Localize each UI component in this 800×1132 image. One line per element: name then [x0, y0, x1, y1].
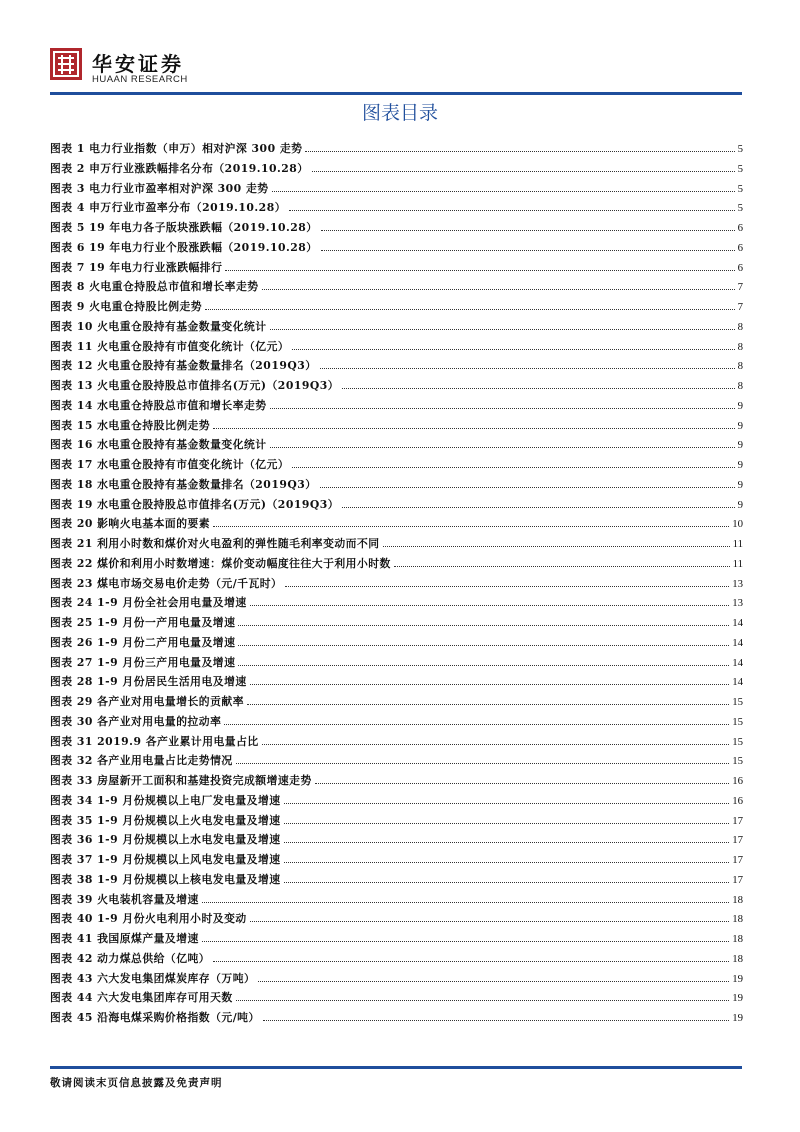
toc-entry[interactable] — [50, 319, 743, 339]
toc-entry-label: 图表 28 1-9 月份居民生活用电及增速 — [50, 675, 247, 689]
toc-entry-page: 15 — [732, 715, 743, 728]
toc-entry[interactable] — [50, 457, 743, 477]
toc-entry-label: 图表 13 火电重仓股持股总市值排名(万元)（2019Q3） — [50, 379, 340, 392]
toc-entry[interactable] — [50, 437, 743, 457]
toc-entry[interactable] — [50, 872, 743, 892]
toc-entry-label: 图表 7 19 年电力行业涨跌幅排行 — [50, 260, 223, 274]
toc-entry-leader — [394, 565, 730, 567]
toc-entry-page: 11 — [732, 538, 743, 550]
toc-entry-label: 图表 40 1-9 月份火电利用小时及变动 — [50, 912, 247, 926]
toc-entry-leader — [284, 881, 730, 883]
toc-entry-page: 9 — [737, 419, 743, 432]
toc-entry-leader — [250, 683, 730, 685]
toc-entry-leader — [236, 999, 730, 1001]
toc-entry-page: 14 — [732, 617, 743, 629]
toc-entry-page: 10 — [732, 518, 743, 531]
toc-entry-label: 图表 17 水电重仓股持有市值变化统计（亿元） — [50, 458, 290, 471]
footer-divider — [50, 1066, 742, 1069]
toc-entry-label: 图表 35 1-9 月份规模以上火电发电量及增速 — [50, 813, 281, 827]
toc-entry-label: 图表 9 火电重仓持股比例走势 — [50, 300, 203, 313]
toc-entry-label: 图表 19 水电重仓股持股总市值排名(万元)（2019Q3） — [50, 497, 340, 511]
toc-entry-label: 图表 38 1-9 月份规模以上核电发电量及增速 — [50, 872, 281, 886]
toc-entry-label: 图表 36 1-9 月份规模以上水电发电量及增速 — [50, 833, 281, 847]
toc-entry-label: 图表 39 火电装机容量及增速 — [50, 892, 199, 906]
toc-entry[interactable] — [50, 615, 743, 635]
toc-entry-page: 8 — [737, 360, 743, 373]
toc-entry-label: 图表 29 各产业对用电量增长的贡献率 — [50, 695, 244, 708]
toc-entry-label: 图表 45 沿海电煤采购价格指数（元/吨） — [50, 1011, 260, 1024]
toc-entry[interactable] — [50, 556, 743, 576]
toc-entry-label: 图表 42 动力煤总供给（亿吨） — [50, 951, 211, 965]
huaan-logo-icon — [50, 48, 82, 80]
toc-entry-leader — [205, 308, 735, 310]
toc-entry-page: 6 — [737, 261, 743, 274]
toc-entry-page: 8 — [737, 380, 743, 392]
toc-entry-label: 图表 24 1-9 月份全社会用电量及增速 — [50, 596, 247, 610]
toc-entry-leader — [250, 604, 730, 606]
toc-entry[interactable] — [50, 339, 743, 359]
toc-entry-page: 17 — [732, 834, 743, 847]
toc-entry-page: 9 — [737, 478, 743, 491]
toc-entry-leader — [284, 841, 730, 843]
header-divider — [50, 92, 742, 95]
toc-entry-label: 图表 31 2019.9 各产业累计用电量占比 — [50, 734, 259, 748]
toc-entry-page: 19 — [732, 972, 743, 985]
toc-entry-leader — [262, 288, 735, 290]
toc-entry-leader — [284, 802, 730, 804]
toc-entry-leader — [270, 407, 735, 409]
toc-entry[interactable] — [50, 813, 743, 833]
toc-entry-leader — [285, 585, 729, 587]
toc-entry-leader — [272, 190, 735, 192]
toc-entry[interactable] — [50, 358, 743, 378]
toc-entry-label: 图表 27 1-9 月份三产用电量及增速 — [50, 655, 236, 669]
toc-entry-page: 17 — [732, 854, 743, 866]
toc-entry[interactable] — [50, 200, 743, 220]
toc-entry[interactable] — [50, 892, 743, 912]
toc-entry-page: 15 — [732, 696, 743, 708]
toc-entry[interactable] — [50, 477, 743, 497]
toc-entry-page: 8 — [737, 340, 743, 353]
toc-entry-leader — [202, 940, 729, 942]
toc-entry-page: 6 — [737, 241, 743, 254]
toc-entry[interactable] — [50, 536, 743, 556]
toc-entry[interactable] — [50, 240, 743, 260]
toc-entry-label: 图表 20 影响火电基本面的要素 — [50, 517, 211, 531]
page-title: 图表目录 — [361, 102, 438, 124]
toc-entry-page: 7 — [737, 281, 743, 294]
toc-entry-page: 18 — [732, 913, 743, 926]
toc-entry-leader — [342, 387, 735, 389]
toc-entry[interactable] — [50, 299, 743, 319]
toc-entry[interactable] — [50, 911, 743, 931]
brand-name-cn: 华安证券 — [92, 52, 184, 76]
toc-entry-page: 15 — [732, 735, 743, 748]
toc-entry-page: 5 — [737, 143, 743, 155]
toc-entry-leader — [258, 980, 729, 982]
toc-entry-label: 图表 21 利用小时数和煤价对火电盈利的弹性随毛利率变动而不同 — [50, 537, 380, 550]
toc-entry-leader — [225, 269, 734, 271]
toc-entry-leader — [321, 229, 735, 231]
toc-entry-page: 14 — [732, 636, 743, 649]
toc-entry-label: 图表 4 申万行业市盈率分布（2019.10.28） — [50, 201, 287, 215]
toc-entry-page: 8 — [737, 320, 743, 333]
toc-entry-label: 图表 11 火电重仓股持有市值变化统计（亿元） — [50, 339, 290, 353]
toc-entry[interactable] — [50, 181, 743, 201]
toc-entry-leader — [342, 506, 735, 508]
toc-entry-page: 16 — [732, 794, 743, 807]
toc-entry[interactable] — [50, 734, 743, 754]
toc-entry-label: 图表 12 火电重仓股持有基金数量排名（2019Q3） — [50, 359, 317, 373]
toc-entry-label: 图表 41 我国原煤产量及增速 — [50, 932, 199, 945]
toc-entry-page: 16 — [732, 775, 743, 787]
toc-entry[interactable] — [50, 971, 743, 991]
toc-entry[interactable] — [50, 793, 743, 813]
toc-entry-label: 图表 3 电力行业市盈率相对沪深 300 走势 — [50, 181, 269, 195]
toc-entry-page: 6 — [737, 222, 743, 234]
toc-entry[interactable] — [50, 832, 743, 852]
toc-entry[interactable] — [50, 931, 743, 951]
toc-entry-leader — [263, 1019, 729, 1021]
toc-entry[interactable] — [50, 674, 743, 694]
toc-entry-label: 图表 25 1-9 月份一产用电量及增速 — [50, 616, 236, 629]
toc-entry[interactable] — [50, 951, 743, 971]
brand-name-en: HUAAN RESEARCH — [92, 74, 188, 85]
toc-entry[interactable] — [50, 655, 743, 675]
toc-entry-label: 图表 30 各产业对用电量的拉动率 — [50, 714, 222, 728]
toc-entry[interactable] — [50, 635, 743, 655]
toc-entry[interactable] — [50, 378, 743, 398]
toc-entry-leader — [315, 782, 729, 784]
toc-entry-leader — [224, 723, 729, 725]
toc-entry-label: 图表 43 六大发电集团煤炭库存（万吨） — [50, 971, 256, 985]
toc-entry[interactable] — [50, 773, 743, 793]
toc-entry-page: 17 — [732, 873, 743, 886]
toc-entry-page: 7 — [737, 301, 743, 313]
toc-entry[interactable] — [50, 694, 743, 714]
toc-entry-leader — [262, 743, 730, 745]
toc-entry[interactable] — [50, 161, 743, 181]
toc-entry-page: 5 — [737, 162, 743, 175]
toc-entry-leader — [213, 427, 734, 429]
footer-disclaimer: 敬请阅读末页信息披露及免责声明 — [50, 1077, 223, 1089]
toc-entry-leader — [202, 901, 729, 903]
toc-entry-leader — [305, 150, 734, 152]
toc-entry-label: 图表 8 火电重仓持股总市值和增长率走势 — [50, 280, 259, 294]
toc-entry-leader — [320, 486, 735, 488]
toc-entry-leader — [284, 861, 730, 863]
toc-entry-leader — [292, 348, 734, 350]
toc-entry-label: 图表 37 1-9 月份规模以上风电发电量及增速 — [50, 853, 281, 866]
toc-entry-label: 图表 1 电力行业指数（申万）相对沪深 300 走势 — [50, 142, 303, 155]
toc-entry-label: 图表 22 煤价和利用小时数增速：煤价变动幅度往往大于利用小时数 — [50, 556, 391, 570]
toc-entry-leader — [284, 822, 730, 824]
toc-entry-leader — [289, 209, 735, 211]
toc-entry[interactable] — [50, 852, 743, 872]
page-header — [50, 40, 750, 100]
toc-entry[interactable] — [50, 398, 743, 418]
toc-entry-leader — [238, 664, 729, 666]
toc-entry-page: 5 — [737, 182, 743, 195]
toc-entry-page: 14 — [732, 676, 743, 689]
toc-entry-label: 图表 10 火电重仓股持有基金数量变化统计 — [50, 319, 267, 333]
toc-entry[interactable] — [50, 141, 743, 161]
toc-entry-label: 图表 6 19 年电力行业个股涨跌幅（2019.10.28） — [50, 240, 318, 254]
toc-entry-leader — [213, 525, 729, 527]
toc-entry-page: 13 — [732, 577, 743, 590]
toc-entry-label: 图表 5 19 年电力各子版块涨跌幅（2019.10.28） — [50, 221, 318, 234]
toc-entry-leader — [236, 762, 730, 764]
toc-entry[interactable] — [50, 279, 743, 299]
toc-entry-label: 图表 16 水电重仓股持有基金数量变化统计 — [50, 438, 267, 452]
toc-entry-page: 19 — [732, 1012, 743, 1024]
toc-entry-label: 图表 44 六大发电集团库存可用天数 — [50, 991, 233, 1005]
toc-entry-page: 15 — [732, 755, 743, 768]
toc-entry-page: 14 — [732, 656, 743, 669]
toc-entry[interactable] — [50, 516, 743, 536]
toc-entry-page: 19 — [732, 992, 743, 1005]
toc-entry-page: 5 — [737, 202, 743, 215]
toc-entry-page: 18 — [732, 933, 743, 945]
toc-entry-page: 9 — [737, 399, 743, 412]
toc-entry-label: 图表 18 水电重仓股持有基金数量排名（2019Q3） — [50, 477, 317, 491]
toc-entry-leader — [238, 624, 729, 626]
toc-entry-label: 图表 33 房屋新开工面积和基建投资完成额增速走势 — [50, 774, 312, 787]
toc-entry-leader — [213, 960, 729, 962]
toc-entry[interactable] — [50, 595, 743, 615]
toc-entry-label: 图表 15 水电重仓持股比例走势 — [50, 418, 211, 432]
toc-entry-page: 17 — [732, 814, 743, 827]
toc-entry[interactable] — [50, 497, 743, 517]
toc-entry[interactable] — [50, 1010, 743, 1030]
toc-entry-label: 图表 2 申万行业涨跌幅排名分布（2019.10.28） — [50, 161, 309, 175]
toc-entry-leader — [320, 367, 735, 369]
toc-entry-leader — [250, 920, 730, 922]
toc-entry-leader — [383, 545, 730, 547]
toc-entry-page: 9 — [737, 459, 743, 471]
toc-entry[interactable] — [50, 576, 743, 596]
toc-entry-leader — [270, 328, 735, 330]
toc-entry[interactable] — [50, 990, 743, 1010]
toc-entry-leader — [321, 249, 735, 251]
toc-entry[interactable] — [50, 753, 743, 773]
toc-entry-page: 9 — [737, 498, 743, 511]
toc-entry-page: 9 — [737, 439, 743, 452]
toc-entry[interactable] — [50, 714, 743, 734]
toc-entry-page: 18 — [732, 952, 743, 965]
toc-entry-label: 图表 23 煤电市场交易电价走势（元/千瓦时） — [50, 576, 283, 590]
toc-entry-leader — [247, 703, 729, 705]
toc-entry-page: 18 — [732, 893, 743, 906]
toc-entry[interactable] — [50, 220, 743, 240]
toc-entry-label: 图表 26 1-9 月份二产用电量及增速 — [50, 635, 236, 649]
toc-entry-page: 13 — [732, 597, 743, 610]
toc-entry[interactable] — [50, 418, 743, 438]
toc-entry-leader — [238, 644, 729, 646]
toc-entry-label: 图表 14 水电重仓持股总市值和增长率走势 — [50, 398, 267, 412]
toc-entry-leader — [292, 466, 734, 468]
toc-entry-page: 11 — [732, 557, 743, 570]
toc-entry-leader — [312, 170, 735, 172]
toc-entry-label: 图表 32 各产业用电量占比走势情况 — [50, 754, 233, 768]
toc-entry[interactable] — [50, 260, 743, 280]
toc-entry-label: 图表 34 1-9 月份规模以上电厂发电量及增速 — [50, 793, 281, 807]
table-of-figures — [50, 141, 743, 1030]
toc-entry-leader — [270, 446, 735, 448]
